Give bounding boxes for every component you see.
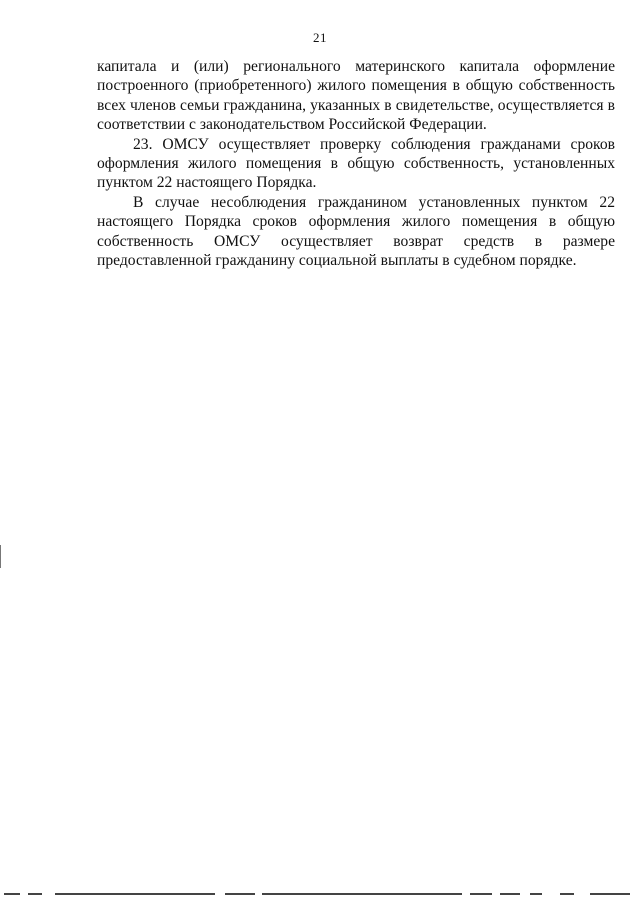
page-number: 21 — [313, 30, 327, 45]
paragraph-continuation: капитала и (или) регионального материнского капитала оформление построенного (приобретенного) жилого помещения в общую собственность всех членов семьи гражданина, указанных в свидетельстве, осуществляется в соответствии с законодательством Российской Федерации. — [97, 58, 615, 134]
document-body — [97, 57, 615, 270]
paragraph-item-23: 23. ОМСУ осуществляет проверку соблюдения гражданами сроков оформления жилого помещения в общую собственность, установленных пунктом 22 настоящего Порядка. — [97, 135, 615, 192]
paragraph-refund-clause: В случае несоблюдения гражданином установленных пунктом 22 настоящего Порядка сроков оформления жилого помещения в общую собственность ОМСУ осуществляет возврат средств в размере предоставленной гражданину социальной выплаты в судебном порядке. — [97, 193, 615, 270]
scan-margin-mark — [0, 545, 1, 568]
scan-bottom-edge — [0, 893, 640, 896]
